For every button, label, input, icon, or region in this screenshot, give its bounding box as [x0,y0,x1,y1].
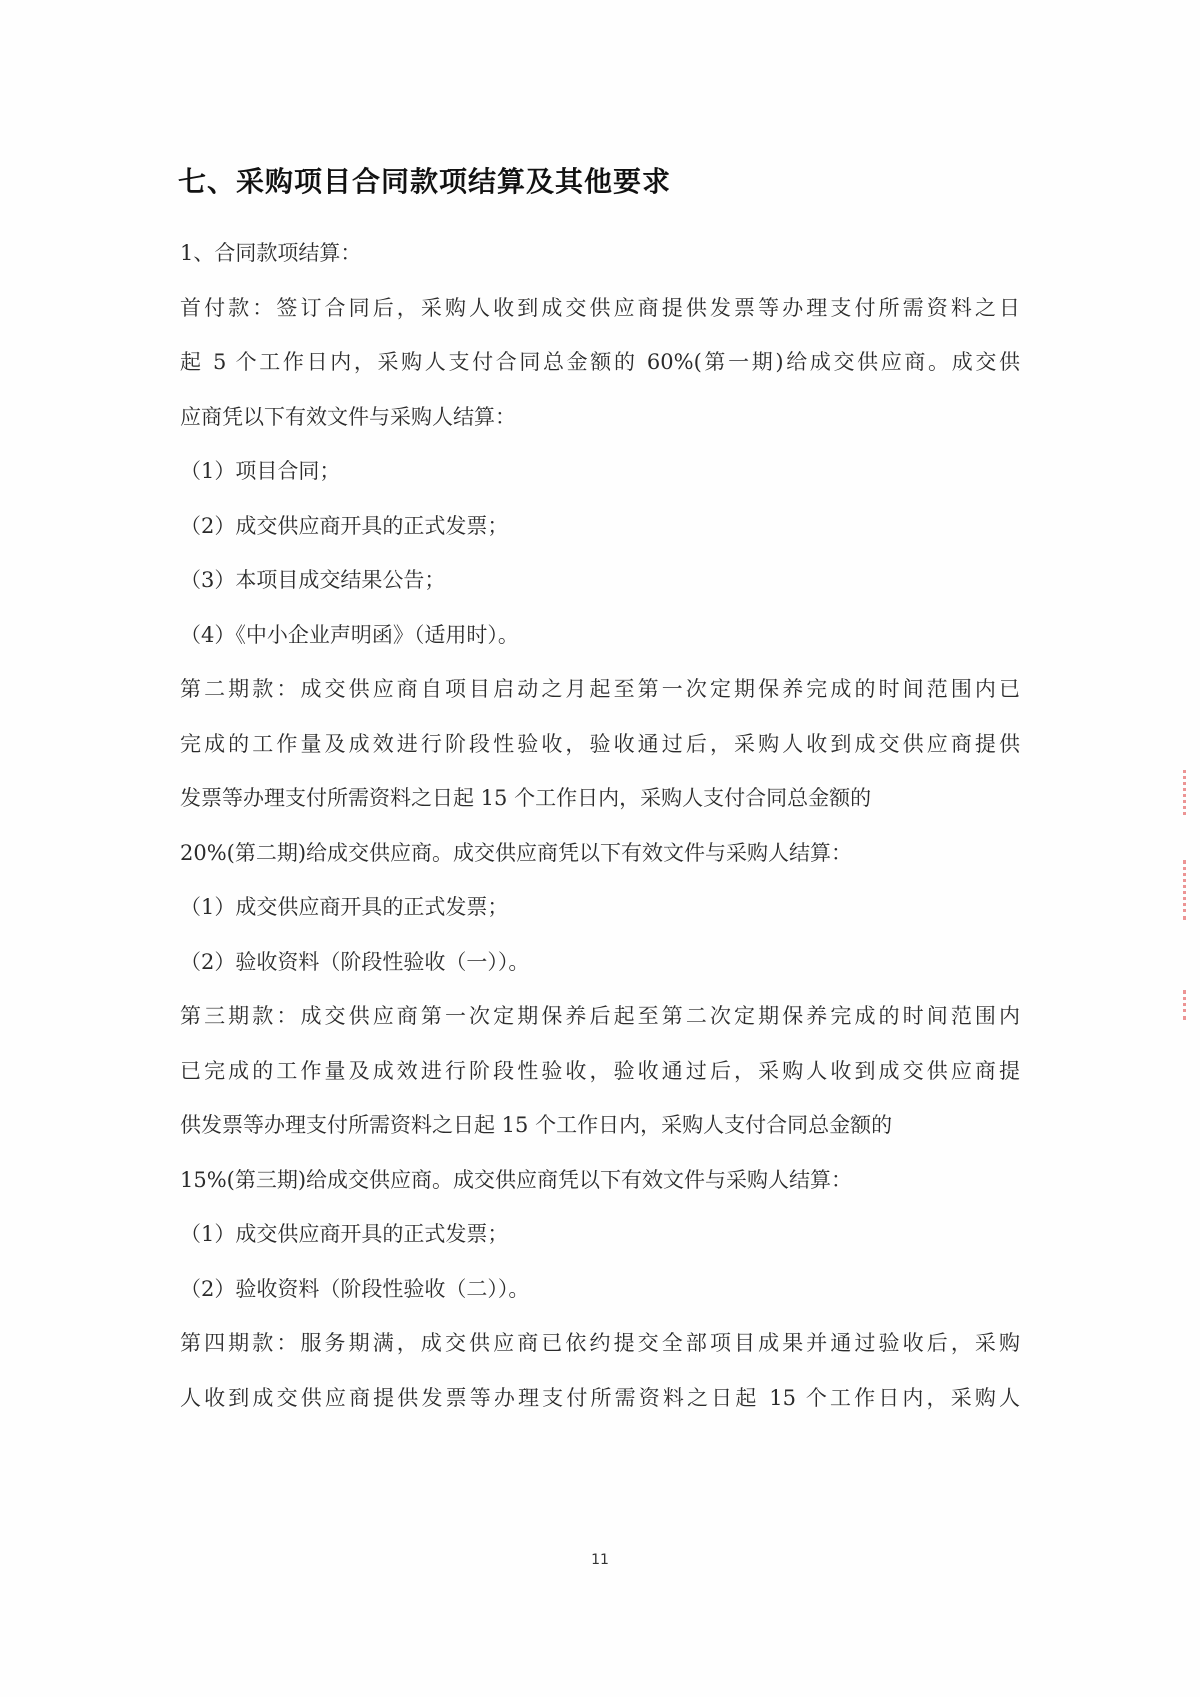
body-line: （4）《中小企业声明函》（适用时）。 [180,622,519,647]
body-line: 20%(第二期)给成交供应商。成交供应商凭以下有效文件与采购人结算： [180,840,853,865]
body-line: 第二期款：成交供应商自项目启动之月起至第一次定期保养完成的时间范围内已 [180,677,1020,701]
seal-stamp-fragment [1183,770,1200,815]
body-line: （1）成交供应商开具的正式发票； [180,1222,509,1246]
body-line: （1）成交供应商开具的正式发票； [180,895,509,919]
body-line: 供发票等办理支付所需资料之日起 15 个工作日内，采购人支付合同总金额的 [180,1113,893,1137]
body-line: （3）本项目成交结果公告； [180,568,446,592]
body-line: （1）项目合同； [180,459,341,483]
section-heading: 七、采购项目合同款项结算及其他要求 [178,165,672,198]
body-line: 人收到成交供应商提供发票等办理支付所需资料之日起 15 个工作日内，采购人 [180,1385,1020,1410]
body-line: 完成的工作量及成效进行阶段性验收，验收通过后，采购人收到成交供应商提供 [180,731,1020,756]
page-number: 11 [591,1552,609,1568]
body-line: 起 5 个工作日内，采购人支付合同总金额的 60%(第一期)给成交供应商。成交供 [180,350,1020,374]
body-line: 应商凭以下有效文件与采购人结算： [180,404,516,429]
body-line: （2）成交供应商开具的正式发票； [180,513,509,538]
body-line: 第三期款：成交供应商第一次定期保养后起至第二次定期保养完成的时间范围内 [180,1004,1020,1028]
body-line: 第四期款：服务期满，成交供应商已依约提交全部项目成果并通过验收后，采购 [180,1331,1020,1355]
body-line: 发票等办理支付所需资料之日起 15 个工作日内，采购人支付合同总金额的 [180,786,872,810]
seal-stamp-fragment [1183,990,1200,1020]
body-line: （2）验收资料（阶段性验收（一））。 [180,949,530,974]
body-line: 15%(第三期)给成交供应商。成交供应商凭以下有效文件与采购人结算： [180,1167,853,1192]
body-line: （2）验收资料（阶段性验收（二））。 [180,1276,530,1301]
body-line: 首付款：签订合同后，采购人收到成交供应商提供发票等办理支付所需资料之日 [180,295,1020,320]
body-line: 已完成的工作量及成效进行阶段性验收，验收通过后，采购人收到成交供应商提 [180,1058,1020,1083]
body-line: 1、合同款项结算： [180,241,362,265]
body-text [180,226,1020,1425]
seal-stamp-fragment [1183,860,1200,920]
